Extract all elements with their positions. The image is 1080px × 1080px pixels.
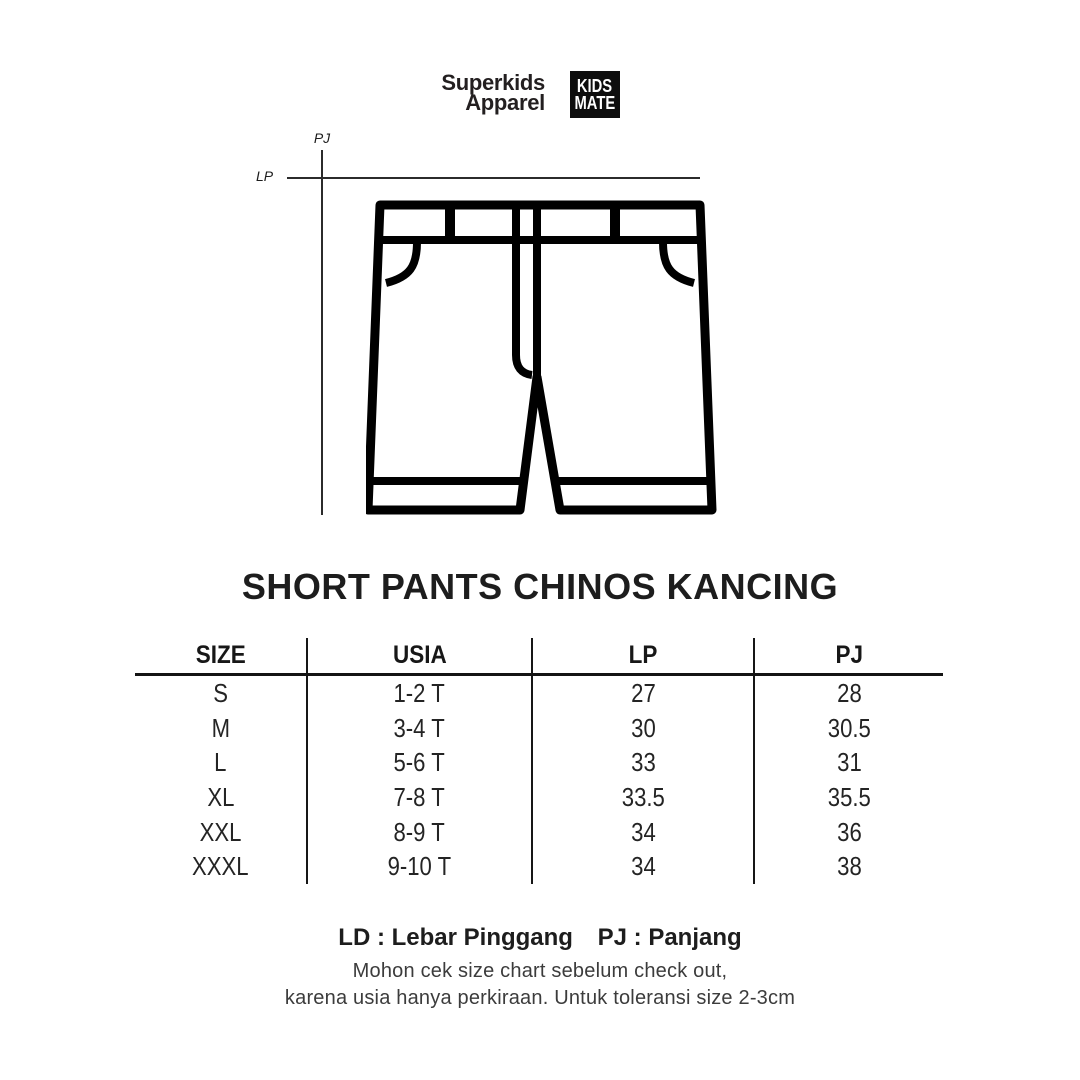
lp-measure-label: LP xyxy=(256,168,274,184)
cell-pj: 30.5 xyxy=(827,712,871,743)
brand-wordmark xyxy=(330,70,545,115)
pj-measure-label: PJ xyxy=(313,130,331,146)
cell-pj: 31 xyxy=(836,747,862,778)
product-title: SHORT PANTS CHINOS KANCING xyxy=(241,566,839,607)
kidsmate-logo-line2: MATE xyxy=(574,92,616,113)
column-header-lp: LP xyxy=(533,638,755,673)
cell-usia: 9-10 T xyxy=(308,849,533,884)
table-header-row xyxy=(135,638,943,676)
column-header-usia: USIA xyxy=(308,638,533,673)
cell-lp: 33.5 xyxy=(533,780,755,815)
disclaimer-line1: Mohon cek size chart sebelum check out, xyxy=(352,960,728,982)
kidsmate-logo-line1: KIDS xyxy=(577,76,613,96)
cell-pj: 35.5 xyxy=(827,781,871,812)
column-header-pj: PJ xyxy=(835,641,863,669)
cell-lp: 30 xyxy=(533,711,755,746)
cell-size: XXXL xyxy=(135,849,308,884)
size-chart-table xyxy=(135,638,943,884)
cell-usia: 3-4 T xyxy=(308,711,533,746)
cell-pj: 38 xyxy=(836,851,862,882)
cell-size: XXL xyxy=(135,815,308,850)
table-body xyxy=(135,676,943,884)
cell-usia: 8-9 T xyxy=(308,815,533,850)
kidsmate-logo xyxy=(570,71,620,118)
cell-lp: 27 xyxy=(533,676,755,711)
column-header-size: SIZE xyxy=(135,638,308,673)
disclaimer-note xyxy=(0,958,1080,1012)
cell-size: XL xyxy=(135,780,308,815)
disclaimer-line2: karena usia hanya perkiraan. Untuk toleransi size 2-3cm xyxy=(284,987,796,1009)
cell-usia: 7-8 T xyxy=(308,780,533,815)
brand-name-line2: Apparel xyxy=(465,90,545,115)
lp-measure-line xyxy=(287,177,700,179)
cell-usia: 1-2 T xyxy=(308,676,533,711)
cell-usia: 5-6 T xyxy=(308,745,533,780)
cell-lp: 34 xyxy=(533,815,755,850)
cell-size: S xyxy=(135,676,308,711)
measure-legend xyxy=(0,924,1080,952)
cell-size: M xyxy=(135,711,308,746)
cell-lp: 33 xyxy=(533,745,755,780)
shorts-icon xyxy=(366,200,718,516)
cell-lp: 34 xyxy=(533,849,755,884)
pj-measure-line xyxy=(321,150,323,515)
legend-lp: LD : Lebar Pinggang xyxy=(338,924,573,951)
brand-name-line1: Superkids xyxy=(441,70,545,95)
cell-size: L xyxy=(135,745,308,780)
legend-pj: PJ : Panjang xyxy=(597,924,742,951)
cell-pj: 36 xyxy=(836,816,862,847)
cell-pj: 28 xyxy=(836,677,862,708)
